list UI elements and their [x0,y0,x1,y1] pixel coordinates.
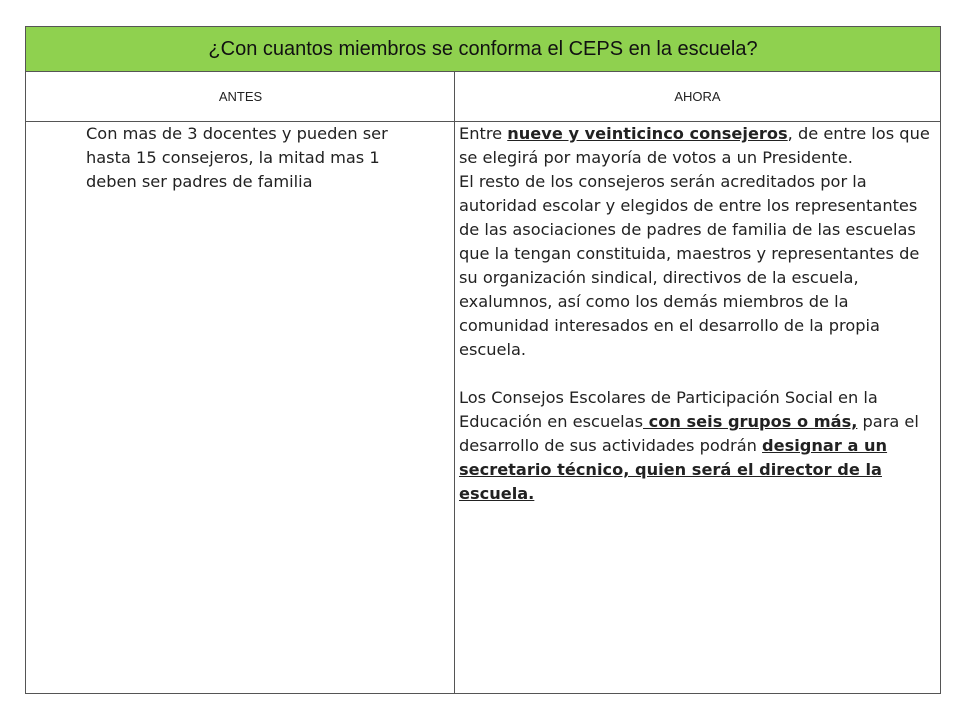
column-divider [454,72,455,693]
cell-antes [86,122,431,194]
header-antes: ANTES [218,89,263,104]
table-title: ¿Con cuantos miembros se conforma el CEPS en la escuela? [208,37,758,60]
p3-text-c: para el desarrollo de sus actividades podrán [459,412,919,455]
table-title-row [26,27,940,72]
p1-text-a: Entre [459,124,508,143]
p3-text-a: Los Consejos Escolares de Participación Social en la Educación en escuelas [459,388,878,431]
p1-emphasis: nueve y veinticinco consejeros [507,124,788,143]
p1-text-c: , de entre los que se elegirá por mayoría de votos a un Presidente. [459,124,930,167]
paragraph-gap [459,362,935,386]
antes-text: Con mas de 3 docentes y pueden ser hasta 15 consejeros, la mitad mas 1 deben ser padres de familia [86,124,388,191]
ahora-paragraph-2: El resto de los consejeros serán acreditados por la autoridad escolar y elegidos de entre los representantes de las asociaciones de padres de familia de las escuelas que la tengan constituida, maestros y representantes de su organización sindical, directivos de la escuela, exalumnos, así como los demás miembros de la comunidad interesados en el desarrollo de la propia escuela. [459,172,920,359]
ahora-paragraph-1 [459,122,935,170]
p3-emphasis-groups: con seis grupos o más, [643,412,858,431]
header-ahora: AHORA [674,89,721,104]
ahora-paragraph-3 [459,386,935,506]
p3-emphasis-secretary: designar a un secretario técnico, quien será el director de la escuela. [459,436,888,503]
cell-ahora [459,122,935,506]
table-header-row [26,72,940,122]
comparison-table [25,26,941,694]
